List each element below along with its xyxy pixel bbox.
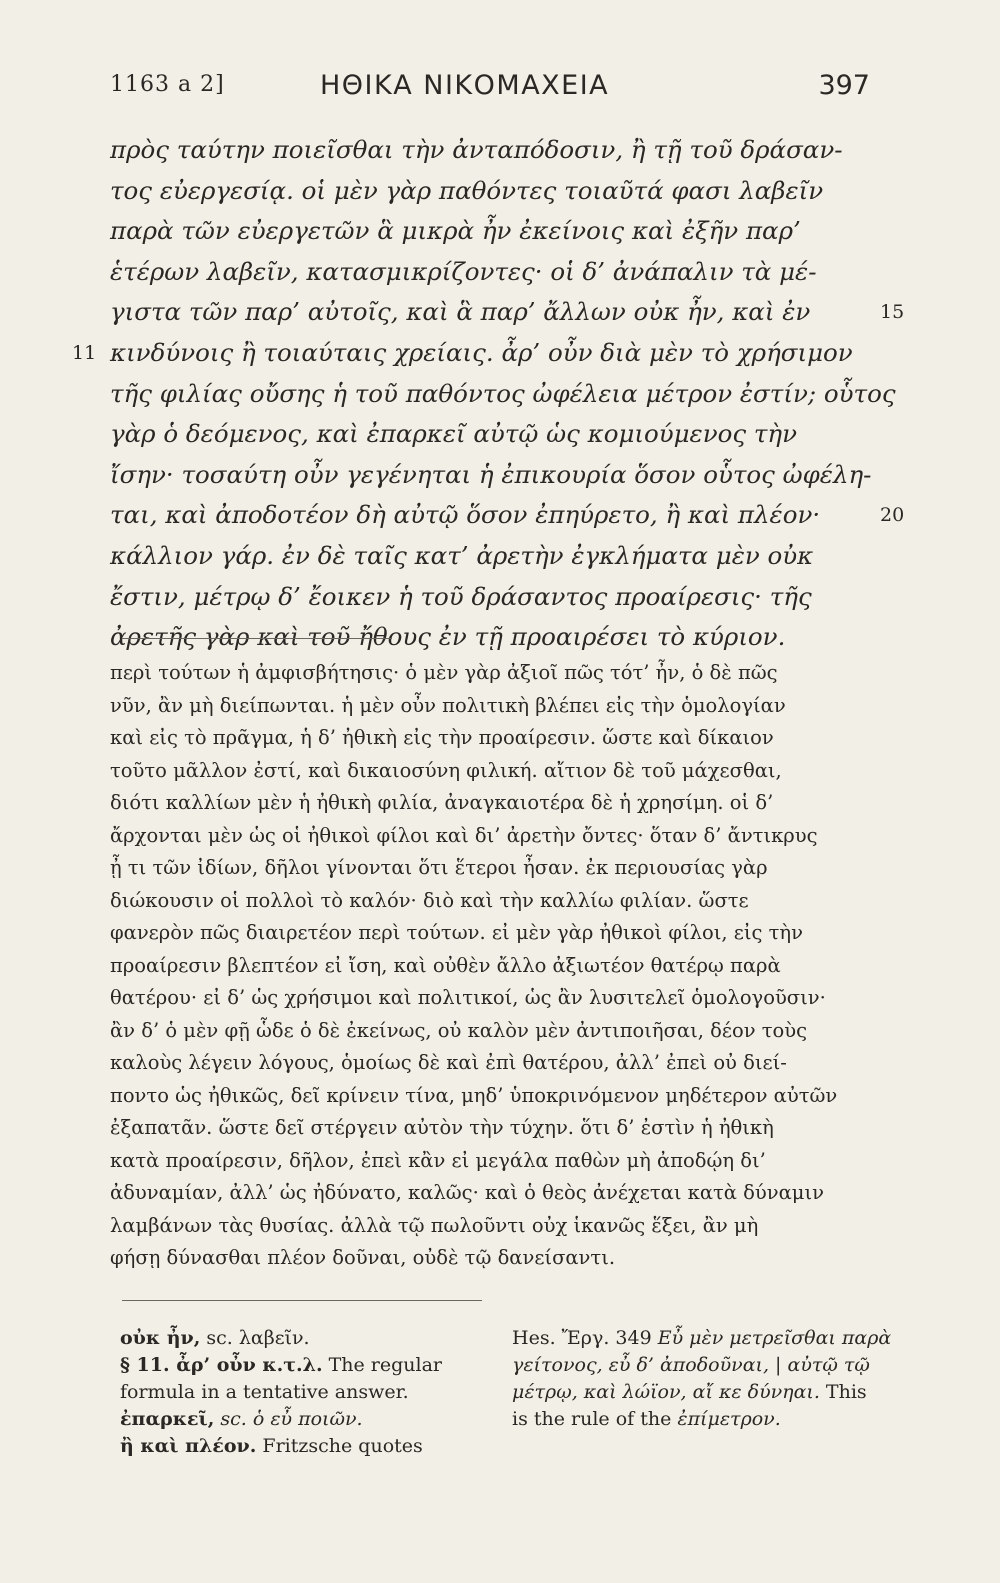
line-number: 20 (880, 504, 905, 527)
footnote-text: formula in a tentative answer. (120, 1381, 409, 1403)
section-reference: 1163 a 2] (110, 72, 225, 97)
footnote-lemma: ἐπαρκεῖ, (120, 1408, 215, 1430)
commentary-line: λαμβάνων τὰς θυσίας. ἀλλὰ τῷ πωλοῦντι οὐχ ἱκανῶς ἕξει, ἂν μὴ (110, 1213, 759, 1237)
commentary-line: διότι καλλίων μὲν ἡ ἠθικὴ φιλία, ἀναγκαιοτέρα δὲ ἡ χρησίμη. οἱ δ’ (110, 791, 774, 814)
footnote-quote: ἐπίμετρον. (677, 1408, 781, 1430)
footnotes-left (120, 1325, 490, 1460)
main-text (72, 130, 905, 658)
text-line: ἔστιν, μέτρῳ δ’ ἔοικεν ἡ τοῦ δράσαντος προαίρεσις· τῆς (110, 581, 812, 611)
text-line: γιστα τῶν παρ’ αὐτοῖς, καὶ ἃ παρ’ ἄλλων οὐκ ἦν, καὶ ἐν (110, 297, 811, 327)
divider-rule (122, 638, 392, 639)
text-line: ἀρετῆς γὰρ καὶ τοῦ ἤθους ἐν τῇ προαιρέσει τὸ κύριον. (110, 622, 786, 652)
commentary-line: περὶ τούτων ἡ ἀμφισβήτησις· ὁ μὲν γὰρ ἀξιοῖ πῶς τότ’ ἦν, ὁ δὲ πῶς (110, 661, 778, 684)
commentary-line: φανερὸν πῶς διαιρετέον περὶ τούτων. εἰ μὲν γὰρ ἠθικοὶ φίλοι, εἰς τὴν (110, 921, 803, 944)
text-line: τος εὐεργεσίᾳ. οἱ μὲν γὰρ παθόντες τοιαῦτά φασι λαβεῖν (110, 175, 824, 205)
commentary-line: διώκουσιν οἱ πολλοὶ τὸ καλόν· διὸ καὶ τὴν καλλίω φιλίαν. ὥστε (110, 888, 749, 912)
commentary-line: ἂν δ’ ὁ μὲν φῇ ὧδε ὁ δὲ ἐκείνως, οὐ καλὸν μὲν ἀντιποιῆσαι, δέον τοὺς (110, 1018, 808, 1042)
commentary-line: ἀδυναμίαν, ἀλλ’ ὡς ἠδύνατο, καλῶς· καὶ ὁ θεὸς ἀνέχεται κατὰ δύναμιν (110, 1181, 824, 1204)
footnote-quote: μέτρῳ, καὶ λώϊον, αἴ κε δύνηαι. (512, 1381, 820, 1403)
footnote-rule (122, 1300, 482, 1301)
text-line: ται, καὶ ἀποδοτέον δὴ αὐτῷ ὅσον ἐπηύρετο, ἢ καὶ πλέον· (110, 500, 821, 530)
page-number: 397 (818, 70, 870, 101)
commentary-line: προαίρεσιν βλεπτέον εἰ ἴση, καὶ οὐθὲν ἄλλο ἀξιωτέον θατέρῳ παρὰ (110, 953, 781, 977)
commentary-line: καὶ εἰς τὸ πρᾶγμα, ἡ δ’ ἠθικὴ εἰς τὴν προαίρεσιν. ὥστε καὶ δίκαιον (110, 726, 774, 749)
section-number: 11 (72, 341, 97, 364)
text-line: ἑτέρων λαβεῖν, κατασμικρίζοντες· οἱ δ’ ἀνάπαλιν τὰ μέ- (110, 256, 817, 286)
commentary-line: ποντο ὡς ἠθικῶς, δεῖ κρίνειν τίνα, μηδ’ ὑποκρινόμενον μηδέτερον αὐτῶν (110, 1083, 838, 1107)
footnote-quote: γείτονος, εὖ δ’ ἀποδοῦναι, | αὐτῷ τῷ (512, 1354, 870, 1376)
commentary-line: θατέρου· εἰ δ’ ὡς χρήσιμοι καὶ πολιτικοί, ὡς ἂν λυσιτελεῖ ὁμολογοῦσιν· (110, 986, 826, 1009)
footnote-lemma: § 11. ἆρ’ οὖν κ.τ.λ. (120, 1354, 323, 1376)
text-line: κινδύνοις ἢ τοιαύταις χρείαις. ἆρ’ οὖν διὰ μὲν τὸ χρήσιμον (110, 337, 853, 367)
footnote-text: sc. ὁ εὖ ποιῶν. (214, 1408, 363, 1430)
commentary-line: καλοὺς λέγειν λόγους, ὁμοίως δὲ καὶ ἐπὶ θατέρου, ἀλλ’ ἐπεὶ οὐ διεί- (110, 1051, 787, 1074)
line-number: 15 (880, 301, 905, 324)
commentary-line: φήσῃ δύνασθαι πλέον δοῦναι, οὐδὲ τῷ δανείσαντι. (110, 1246, 616, 1269)
commentary-line: κατὰ προαίρεσιν, δῆλον, ἐπεὶ κἂν εἰ μεγάλα παθὼν μὴ ἀποδῴη δι’ (110, 1148, 766, 1172)
commentary-line: ᾖ τι τῶν ἰδίων, δῆλοι γίνονται ὅτι ἕτεροι ἦσαν. ἐκ περιουσίας γὰρ (110, 856, 768, 879)
commentary-line: νῦν, ἂν μὴ διείπωνται. ἡ μὲν οὖν πολιτικὴ βλέπει εἰς τὴν ὁμολογίαν (110, 693, 786, 717)
footnote-text: is the rule of the (512, 1408, 678, 1430)
text-line: γὰρ ὁ δεόμενος, καὶ ἐπαρκεῖ αὐτῷ ὡς κομιούμενος τὴν (110, 419, 797, 449)
footnote-lemma: οὐκ ἦν, (120, 1327, 201, 1349)
commentary-line: ἄρχονται μὲν ὡς οἱ ἠθικοὶ φίλοι καὶ δι’ ἀρετὴν ὄντες· ὅταν δ’ ἄντικρυς (110, 823, 818, 847)
text-line: πρὸς ταύτην ποιεῖσθαι τὴν ἀνταπόδοσιν, ἢ τῇ τοῦ δράσαν- (110, 135, 843, 164)
footnote-text: sc. λαβεῖν. (200, 1327, 310, 1349)
footnote-lemma: ἢ καὶ πλέον. (120, 1435, 257, 1457)
text-line: τῆς φιλίας οὔσης ἡ τοῦ παθόντος ὠφέλεια μέτρον ἐστίν; οὗτος (110, 378, 896, 408)
footnote-quote: Εὖ μὲν μετρεῖσθαι παρὰ (657, 1327, 892, 1349)
text-line: ἴσην· τοσαύτη οὖν γεγένηται ἡ ἐπικουρία ὅσον οὗτος ὠφέλη- (110, 459, 872, 489)
footnote-text: This (819, 1381, 867, 1403)
text-line: κάλλιον γάρ. ἐν δὲ ταῖς κατ’ ἀρετὴν ἐγκλήματα μὲν οὐκ (110, 540, 814, 570)
commentary-text (110, 657, 862, 1275)
text-line: παρὰ τῶν εὐεργετῶν ἃ μικρὰ ἦν ἐκείνοις καὶ ἐξῆν παρ’ (110, 216, 801, 246)
commentary-line: τοῦτο μᾶλλον ἐστί, καὶ δικαιοσύνη φιλική. αἴτιον δὲ τοῦ μάχεσθαι, (110, 758, 782, 782)
footnotes-right (512, 1325, 892, 1433)
footnote-text: The regular (322, 1354, 443, 1376)
commentary-line: ἐξαπατᾶν. ὥστε δεῖ στέργειν αὐτὸν τὴν τύχην. ὅτι δ’ ἐστὶν ἡ ἠθικὴ (110, 1116, 774, 1139)
footnote-text: Hes. Ἔργ. 349 (512, 1327, 658, 1349)
footnote-text: Fritzsche quotes (256, 1435, 423, 1457)
running-header (110, 72, 870, 112)
book-title: ΗΘΙΚΑ ΝΙΚΟΜΑΧΕΙΑ (320, 70, 610, 101)
